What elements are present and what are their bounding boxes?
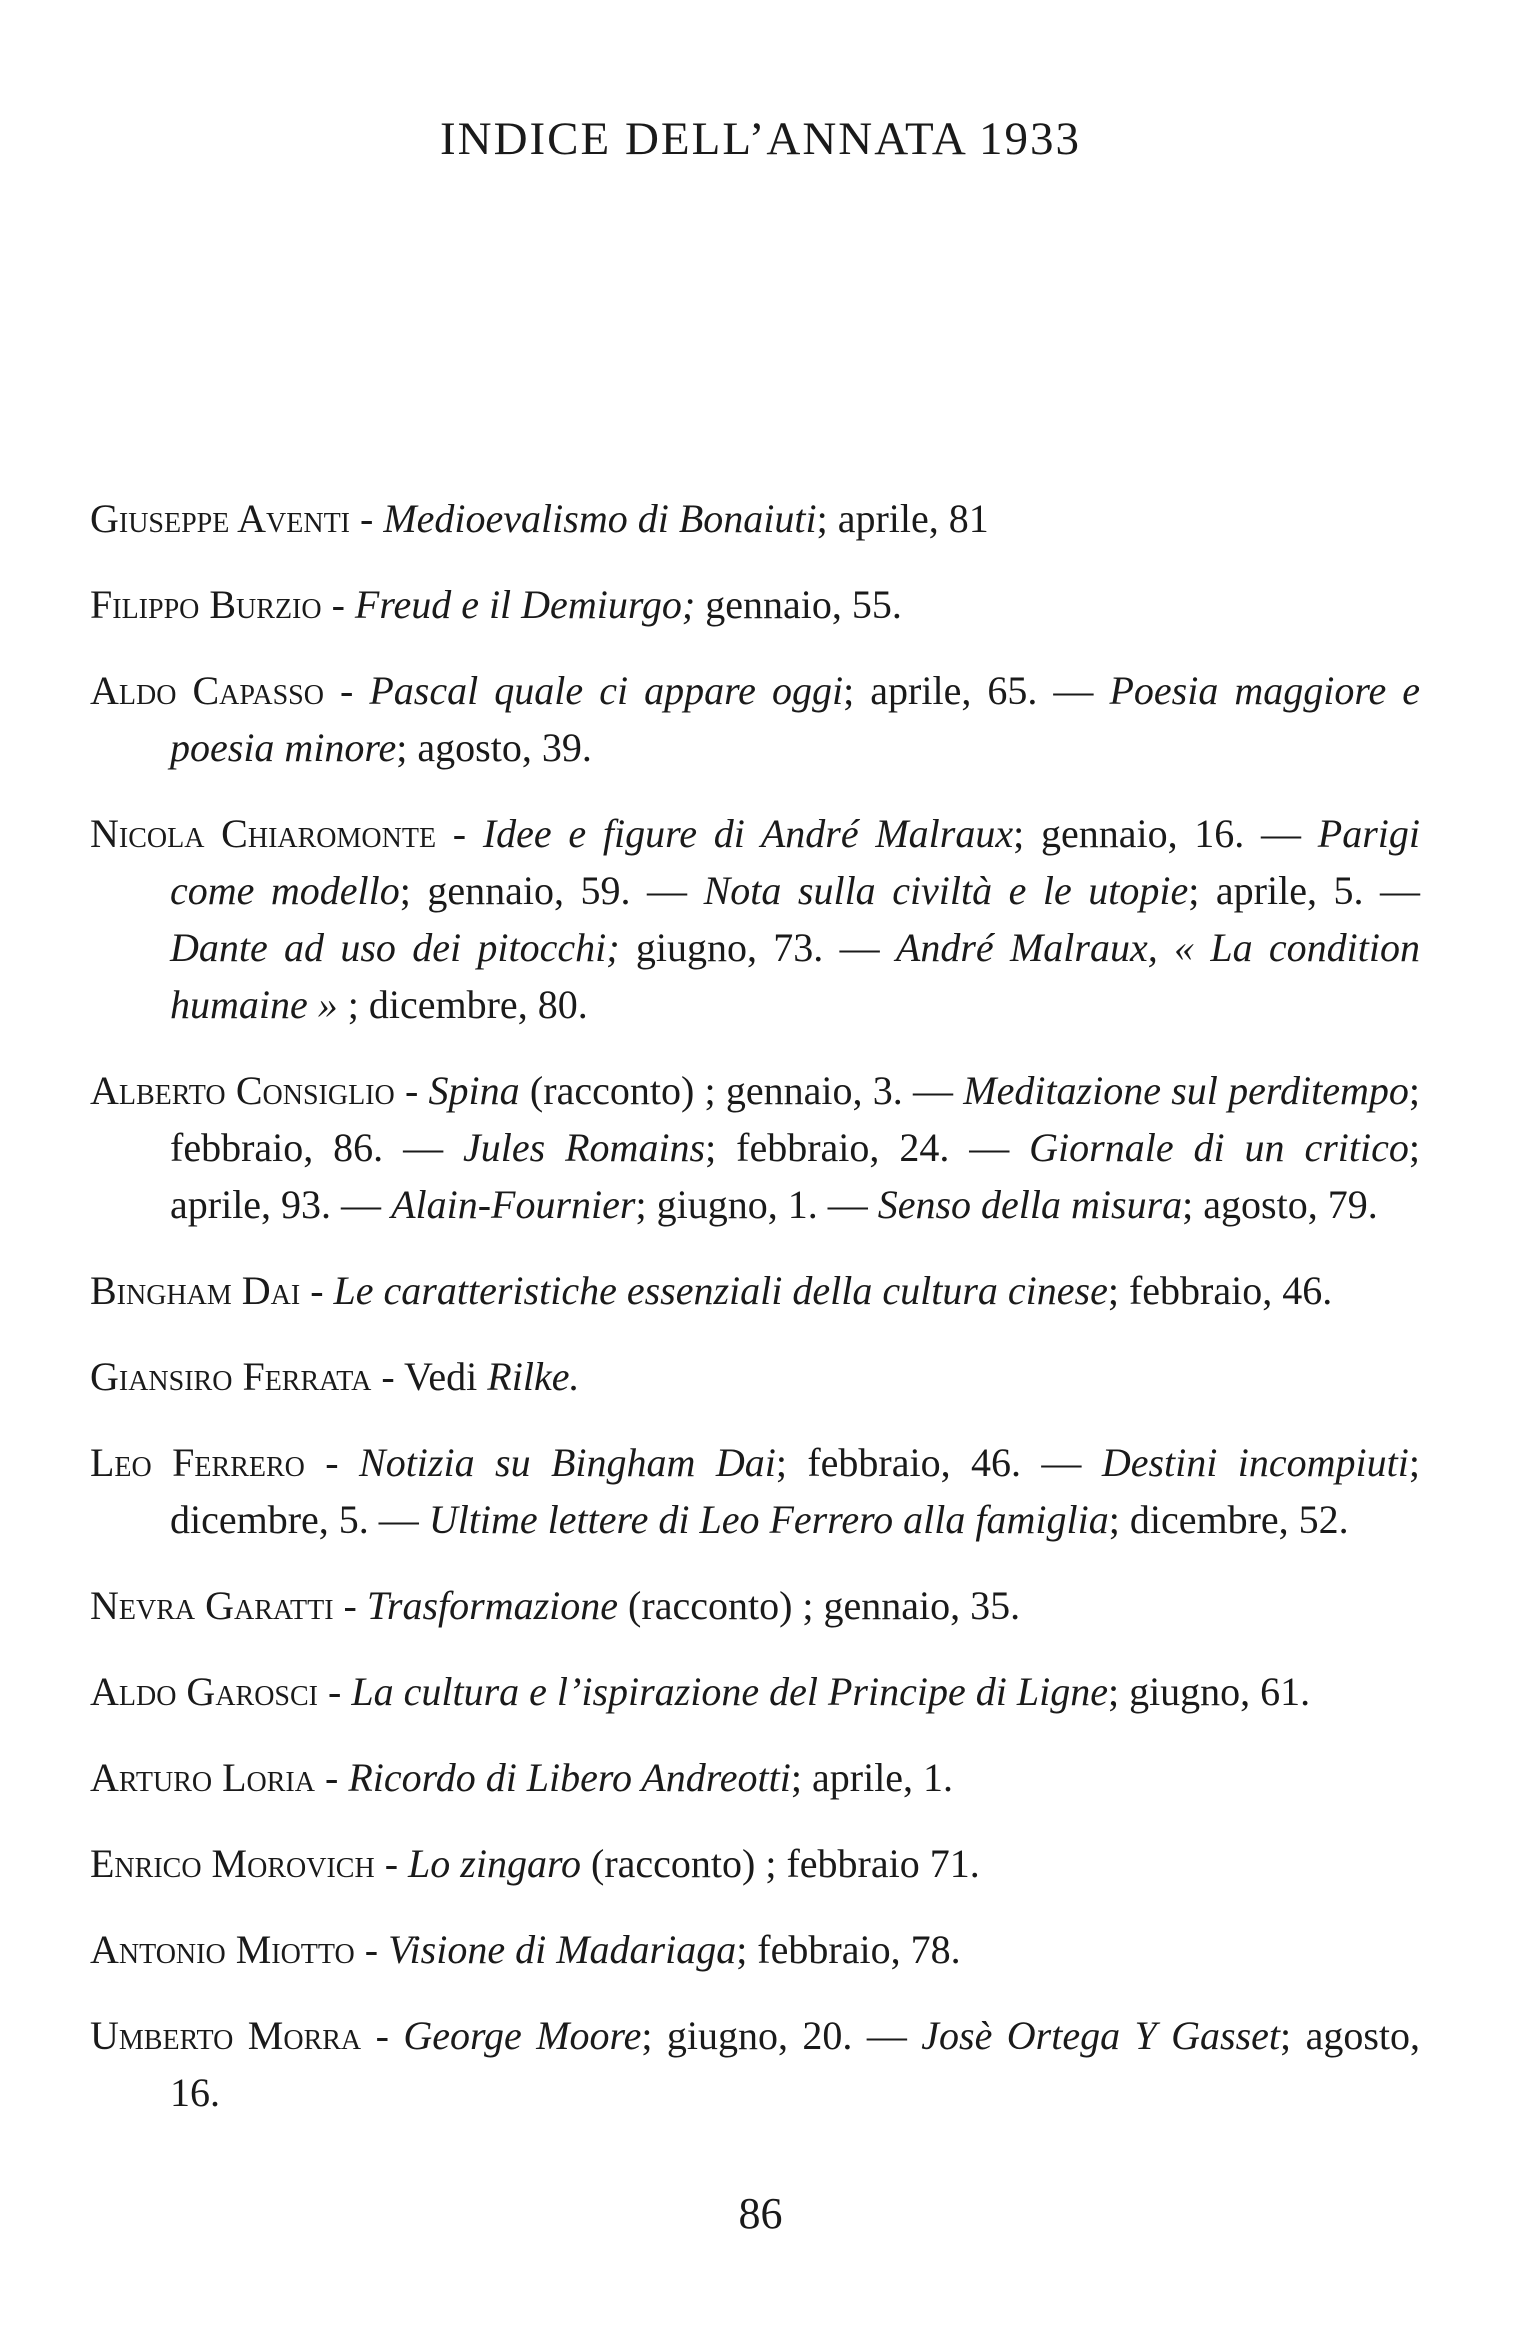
entry-title: Jules Romains (463, 1125, 706, 1170)
entry-author: Enrico Morovich (90, 1841, 375, 1886)
entry-title: Dante ad uso dei pitocchi; (170, 925, 620, 970)
entry-details: - (318, 1669, 352, 1714)
entry-title: Parigi come modello (170, 811, 1421, 913)
index-entry (90, 576, 1420, 633)
entry-details: - (436, 811, 483, 856)
index-entry (90, 1835, 1420, 1892)
entry-details: (racconto) ; gennaio, 35. (618, 1583, 1021, 1628)
entry-title: Visione di Madariaga (388, 1927, 737, 1972)
entry-details: - (321, 582, 355, 627)
entry-title: Nota sulla civiltà e le utopie (703, 868, 1189, 913)
entry-details: (racconto) ; gennaio, 3. — (519, 1068, 964, 1113)
page-heading: INDICE DELL’ANNATA 1933 (439, 113, 1081, 165)
index-entry (90, 2007, 1420, 2121)
entry-title: Josè Ortega Y Gasset (921, 2013, 1281, 2058)
entry-details: - (361, 2013, 404, 2058)
entry-details: - (333, 1583, 367, 1628)
entry-title: George Moore (403, 2013, 642, 2058)
index-entry (90, 1062, 1420, 1233)
entry-details: ; aprile, 5. — (1188, 868, 1421, 913)
entry-details: ; aprile, 81 (816, 496, 989, 541)
entry-title: Giornale di un critico (1029, 1125, 1409, 1170)
entry-details: ; gennaio, 16. — (1013, 811, 1318, 856)
entry-title: André Malraux, « La condition humaine » (170, 925, 1420, 1027)
entry-author: Giansiro Ferrata (90, 1354, 372, 1399)
entry-details: ; gennaio, 59. — (399, 868, 704, 913)
entry-title: Lo zingaro (408, 1841, 582, 1886)
entry-title: Pascal quale ci appare oggi (369, 668, 844, 713)
entry-author: Antonio Miotto (90, 1927, 355, 1972)
entry-title: Ultime lettere di Leo Ferrero alla famiglia (428, 1497, 1109, 1542)
entry-author: Arturo Loria (90, 1755, 315, 1800)
entry-title: Medioevalismo di Bonaiuti (383, 496, 817, 541)
entry-author: Alberto Consiglio (90, 1068, 395, 1113)
index-entry (90, 1749, 1420, 1806)
index-entry (90, 1663, 1420, 1720)
page-number: 86 (738, 2189, 783, 2238)
index-entries (90, 490, 1420, 2150)
entry-author: Giuseppe Aventi (90, 496, 351, 541)
entry-details: ; aprile, 93. — (170, 1125, 1421, 1227)
entry-details: ; dicembre, 80. (337, 982, 588, 1027)
entry-title: Le caratteristiche essenziali della cultura cinese (333, 1268, 1108, 1313)
entry-details: - Vedi (371, 1354, 488, 1399)
entry-author: Nicola Chiaromonte (90, 811, 437, 856)
entry-details: ; agosto, 79. (1182, 1182, 1378, 1227)
entry-details: ; febbraio, 46. — (775, 1440, 1102, 1485)
entry-details: - (314, 1755, 349, 1800)
entry-details: ; agosto, 39. (396, 725, 592, 770)
entry-details: (racconto) ; febbraio 71. (581, 1841, 980, 1886)
entry-details: ; giugno, 20. — (641, 2013, 922, 2058)
entry-title: Notizia su Bingham Dai (359, 1440, 776, 1485)
entry-title: Alain-Fournier (391, 1182, 636, 1227)
entry-title: Trasformazione (366, 1583, 619, 1628)
entry-details: ; febbraio, 78. (736, 1927, 961, 1972)
entry-title: Destini incompiuti (1101, 1440, 1409, 1485)
entry-title: Rilke. (487, 1354, 580, 1399)
entry-details: ; agosto, 16. (170, 2013, 1421, 2115)
index-entry (90, 1577, 1420, 1634)
entry-title: Spina (428, 1068, 520, 1113)
index-entry (90, 1921, 1420, 1978)
entry-details: ; aprile, 65. — (843, 668, 1110, 713)
entry-details: ; dicembre, 5. — (170, 1440, 1420, 1542)
entry-author: Umberto Morra (90, 2013, 362, 2058)
entry-details: ; dicembre, 52. (1108, 1497, 1349, 1542)
entry-author: Nevra Garatti (90, 1583, 334, 1628)
entry-details: ; febbraio, 86. — (170, 1068, 1420, 1170)
entry-author: Aldo Capasso (90, 668, 324, 713)
index-entry (90, 490, 1420, 547)
entry-author: Leo Ferrero (90, 1440, 305, 1485)
entry-details: - (354, 1927, 389, 1972)
entry-details: ; aprile, 1. (790, 1755, 954, 1800)
entry-author: Bingham Dai (90, 1268, 301, 1313)
entry-details: ; febbraio, 24. — (705, 1125, 1030, 1170)
entry-details: - (304, 1440, 360, 1485)
entry-title: La cultura e l’ispirazione del Principe di Ligne (351, 1669, 1108, 1714)
entry-title: Poesia maggiore e poesia minore (170, 668, 1420, 770)
entry-details: - (300, 1268, 334, 1313)
index-entry (90, 662, 1420, 776)
entry-details: giugno, 73. — (619, 925, 896, 970)
entry-details: - (394, 1068, 429, 1113)
entry-author: Filippo Burzio (90, 582, 322, 627)
entry-title: Ricordo di Libero Andreotti (348, 1755, 791, 1800)
index-entry (90, 1348, 1420, 1405)
index-entry (90, 1262, 1420, 1319)
entry-title: Senso della misura (877, 1182, 1183, 1227)
entry-details: ; febbraio, 46. (1107, 1268, 1333, 1313)
index-entry (90, 1434, 1420, 1548)
entry-author: Aldo Garosci (90, 1669, 319, 1714)
entry-details: ; giugno, 61. (1107, 1669, 1311, 1714)
entry-details: - (350, 496, 384, 541)
entry-details: - (323, 668, 370, 713)
entry-title: Freud e il Demiurgo; (354, 582, 696, 627)
entry-details: - (374, 1841, 409, 1886)
index-entry (90, 805, 1420, 1033)
entry-details: gennaio, 55. (695, 582, 902, 627)
entry-title: Idee e figure di André Malraux (482, 811, 1014, 856)
entry-details: ; giugno, 1. — (635, 1182, 878, 1227)
entry-title: Meditazione sul perditempo (963, 1068, 1409, 1113)
